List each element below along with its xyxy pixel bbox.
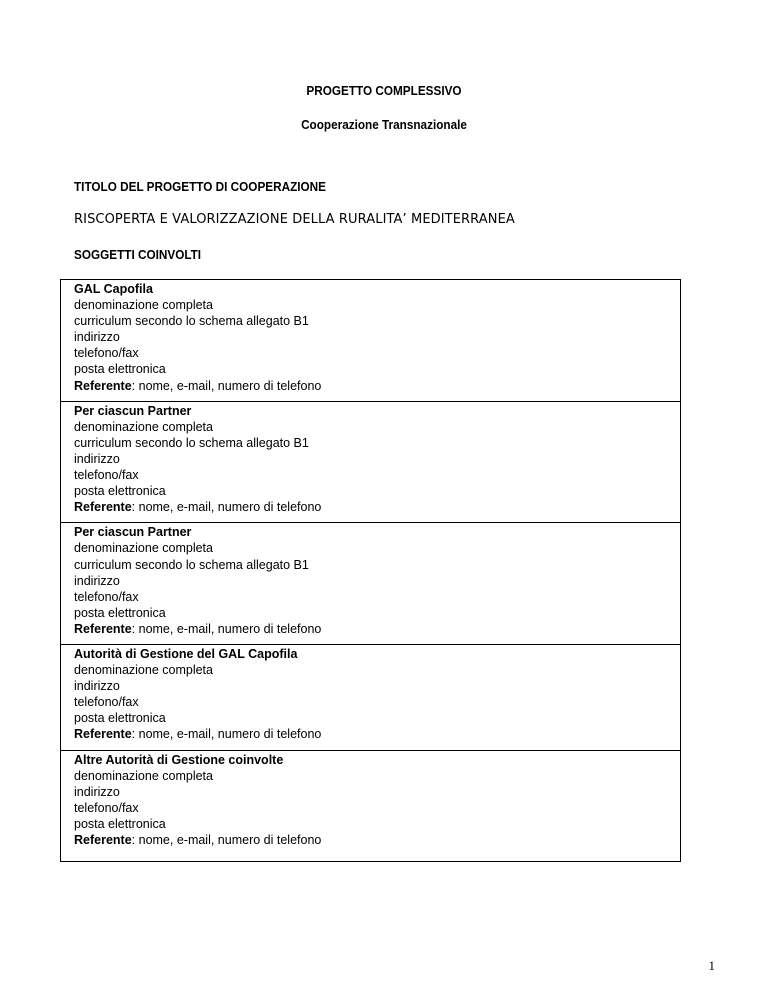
cell-line: denominazione completa: [74, 419, 213, 434]
cell-line: indirizzo: [74, 451, 120, 466]
subjects-heading: SOGGETTI COINVOLTI: [74, 248, 202, 262]
cell-title: Per ciascun Partner: [74, 525, 192, 540]
cell-line: posta elettronica: [74, 362, 166, 377]
cell-line: posta elettronica: [74, 816, 166, 831]
cell-title: Autorità di Gestione del GAL Capofila: [74, 646, 298, 661]
table-cell: [61, 402, 680, 524]
cell-line: posta elettronica: [74, 605, 166, 620]
cell-title: Per ciascun Partner: [74, 403, 192, 418]
cell-title: GAL Capofila: [74, 282, 153, 296]
referent-line: [74, 621, 680, 637]
referent-text: : nome, e-mail, numero di telefono: [131, 500, 322, 515]
cell-line: denominazione completa: [74, 768, 213, 783]
project-title: RISCOPERTA E VALORIZZAZIONE DELLA RURALITA’ MEDITERRANEA: [74, 212, 515, 227]
cell-line: denominazione completa: [74, 298, 213, 313]
cell-line: indirizzo: [74, 679, 120, 694]
table-cell: [61, 523, 680, 645]
cell-line: curriculum secondo lo schema allegato B1: [74, 435, 309, 450]
cell-line: telefono/fax: [74, 589, 139, 604]
referent-label: Referente: [74, 833, 132, 847]
referent-label: Referente: [74, 378, 132, 393]
table-cell: [61, 280, 680, 402]
subjects-table: [60, 279, 681, 862]
project-title-heading: TITOLO DEL PROGETTO DI COOPERAZIONE: [74, 180, 327, 194]
referent-label: Referente: [74, 621, 132, 636]
referent-text: : nome, e-mail, numero di telefono: [131, 621, 322, 636]
cell-line: indirizzo: [74, 330, 120, 345]
cell-line: telefono/fax: [74, 346, 139, 361]
referent-label: Referente: [74, 727, 132, 742]
cell-title: Altre Autorità di Gestione coinvolte: [74, 752, 284, 767]
referent-text: : nome, e-mail, numero di telefono: [131, 833, 322, 847]
cell-line: telefono/fax: [74, 695, 139, 710]
cell-line: indirizzo: [74, 784, 120, 799]
page-number: 1: [708, 958, 715, 973]
document-subtitle: Cooperazione Transnazionale: [301, 118, 467, 132]
cell-line: curriculum secondo lo schema allegato B1: [74, 314, 309, 329]
cell-line: telefono/fax: [74, 800, 139, 815]
table-cell: [61, 645, 680, 751]
cell-line: indirizzo: [74, 573, 120, 588]
referent-line: [74, 499, 680, 515]
referent-label: Referente: [74, 500, 132, 515]
referent-text: : nome, e-mail, numero di telefono: [131, 727, 322, 742]
cell-line: telefono/fax: [74, 468, 139, 483]
cell-line: denominazione completa: [74, 541, 213, 556]
cell-line: denominazione completa: [74, 663, 213, 678]
document-title: PROGETTO COMPLESSIVO: [306, 84, 462, 98]
referent-line: [74, 832, 680, 848]
referent-line: [74, 726, 680, 742]
cell-line: posta elettronica: [74, 484, 166, 499]
cell-line: posta elettronica: [74, 711, 166, 726]
referent-line: [74, 378, 680, 394]
referent-text: : nome, e-mail, numero di telefono: [131, 378, 322, 393]
table-cell: [61, 751, 680, 862]
cell-line: curriculum secondo lo schema allegato B1: [74, 557, 309, 572]
